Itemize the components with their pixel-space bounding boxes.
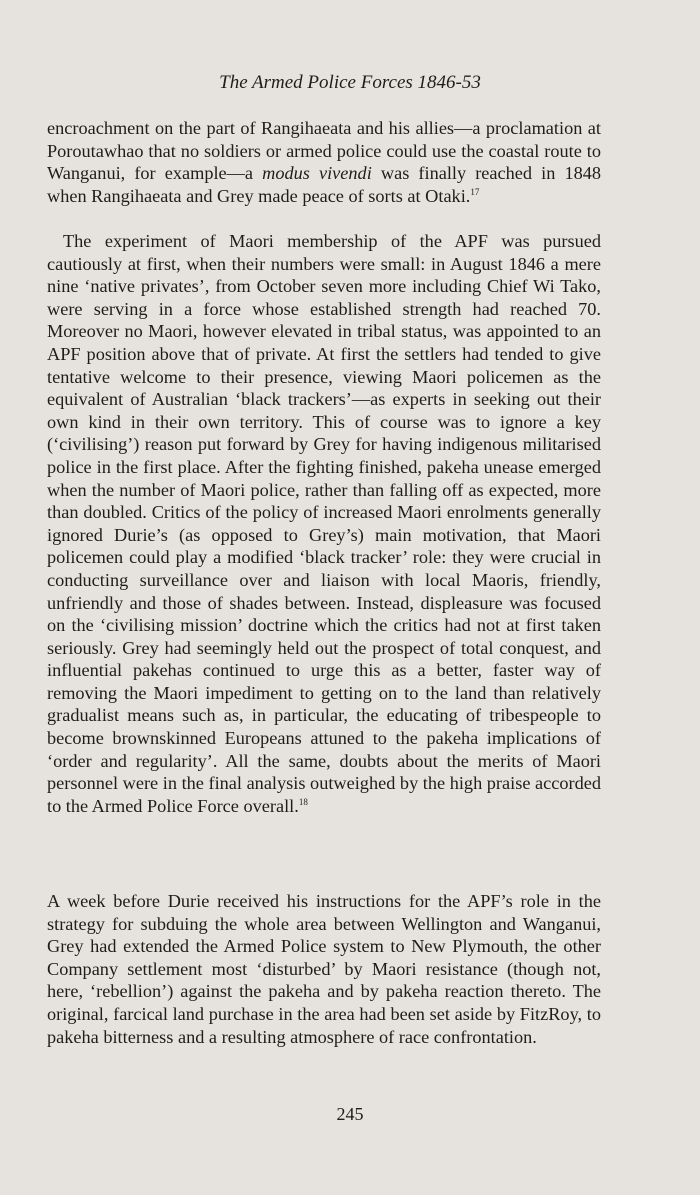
paragraph-1-text: encroachment on the part of Rangihaeata and his allies—a proclamation at Poroutawhao that no soldiers or armed police could use the coastal route to Wanganui, for example—a xyxy=(47,118,601,184)
paragraph-3-text: A week before Durie received his instructions for the APF’s role in the strategy for subduing the whole area between Wellington and Wanganui, Grey had extended the Armed Police system to New Plymouth, the other Company settlement most ‘disturbed’ by Maori resistance (though not, here, ‘rebellion’) against the pakeha and by pakeha reaction thereto. The original, farcical land purchase in the area had been set aside by FitzRoy, to pakeha bitterness and a resulting atmosphere of race confrontation. xyxy=(47,891,601,1047)
paragraph-3 xyxy=(47,890,601,1048)
paragraph-1-italic: modus vivendi xyxy=(262,163,372,184)
paragraph-1-text-end: was finally reached in 1848 when Rangihaeata and Grey made peace of sorts at Otaki. xyxy=(47,163,602,206)
running-head: The Armed Police Forces 1846-53 xyxy=(219,72,481,93)
footnote-ref-17: 17 xyxy=(470,186,480,197)
paragraph-1 xyxy=(47,117,601,207)
footnote-ref-18: 18 xyxy=(298,796,308,807)
page-number: 245 xyxy=(336,1104,364,1124)
paragraph-2 xyxy=(47,230,601,817)
paragraph-2-text: The experiment of Maori membership of the APF was pursued cautiously at first, when their numbers were small: in August 1846 a mere nine ‘native privates’, from October seven more including Chief Wi Tako, were serving in a force whose established strength had reached 70. Moreover no Maori, however elevated in tribal status, was appointed to an APF position above that of private. At first the settlers had tended to give tentative welcome to their presence, viewing Maori policemen as the equivalent of Australian ‘black trackers’—as experts in seeking out their own kind in their own territory. This of course was to ignore a key (‘civilising’) reason put forward by Grey for having indigenous militarised police in the first place. After the fighting finished, pakeha unease emerged when the number of Maori police, rather than falling off as expected, more than doubled. Critics of the policy of increased Maori enrolments generally ignored Durie’s (as opposed to Grey’s) main motivation, that Maori policemen could play a modified ‘black tracker’ role: they were crucial in conducting surveillance over and liaison with local Maoris, friendly, unfriendly and those of shades between. Instead, displeasure was focused on the ‘civilising mission’ doctrine which the critics had not at first taken seriously. Grey had seemingly held out the prospect of total conquest, and influential pakehas continued to urge this as a better, faster way of removing the Maori impediment to getting on to the land than relatively gradualist means such as, in particular, the educating of tribespeople to become brownskinned Europeans attuned to the pakeha implications of ‘order and regularity’. All the same, doubts about the merits of Maori personnel were in the final analysis outweighed by the high praise accorded to the Armed Police Force overall. xyxy=(47,231,601,816)
